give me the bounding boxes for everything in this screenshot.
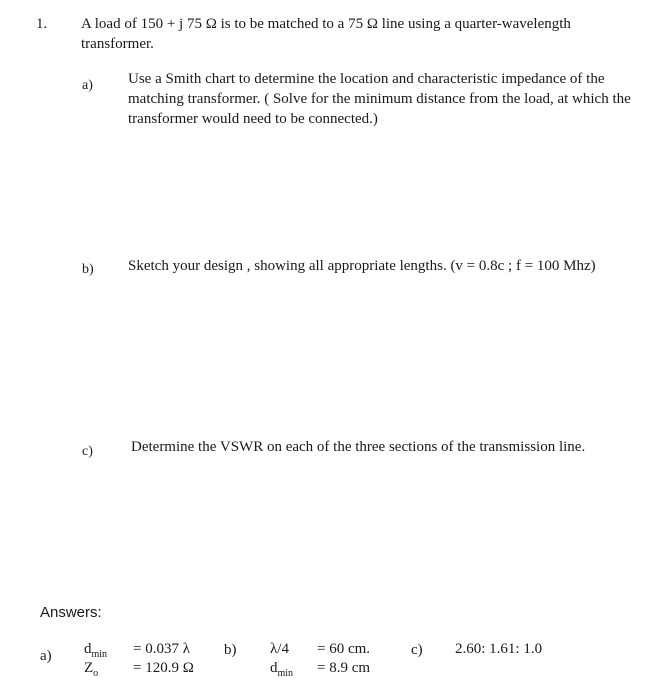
part-c-label: c): [82, 444, 93, 459]
answer-b-label: b): [224, 642, 237, 658]
answer-a-var-dmin-main: d: [84, 641, 92, 657]
answer-a-label: a): [40, 648, 52, 664]
answer-a-value-zo: = 120.9 Ω: [133, 660, 194, 676]
answer-b-var-dmin-main: d: [270, 660, 278, 676]
answer-b-var-dmin: [270, 660, 293, 679]
answer-c-label: c): [411, 642, 423, 658]
answer-c-value: 2.60: 1.61: 1.0: [455, 641, 543, 657]
question-text: A load of 150 + j 75 Ω is to be matched to a 75 Ω line using a quarter-wavelength transformer.: [81, 16, 571, 52]
answer-a-var-dmin: [84, 641, 107, 660]
part-a-text: Use a Smith chart to determine the location and characteristic impedance of the matching transformer. ( Solve for the minimum distance from the load, at which the transformer would need to be connected.): [128, 71, 631, 127]
answer-b-value-quarter-wave: = 60 cm.: [317, 641, 371, 657]
part-b-label: b): [82, 262, 94, 277]
answer-b-value-dmin: = 8.9 cm: [317, 660, 371, 676]
answer-a-var-zo: [84, 660, 98, 679]
part-c-text: Determine the VSWR on each of the three sections of the transmission line.: [131, 439, 586, 455]
answer-b-var-dmin-sub: min: [277, 668, 294, 679]
question-number: 1.: [36, 16, 48, 32]
answer-a-var-dmin-sub: min: [91, 649, 108, 660]
part-b-text: Sketch your design , showing all appropriate lengths. (v = 0.8c ; f = 100 Mhz): [128, 258, 596, 274]
answer-a-var-zo-sub: o: [93, 668, 99, 679]
answer-a-value-dmin: = 0.037 λ: [133, 641, 190, 657]
answer-b-var-quarter-wave: λ/4: [270, 641, 289, 657]
answers-heading: Answers:: [40, 604, 102, 621]
answer-a-var-zo-main: Z: [84, 660, 94, 676]
part-a-label: a): [82, 78, 93, 93]
